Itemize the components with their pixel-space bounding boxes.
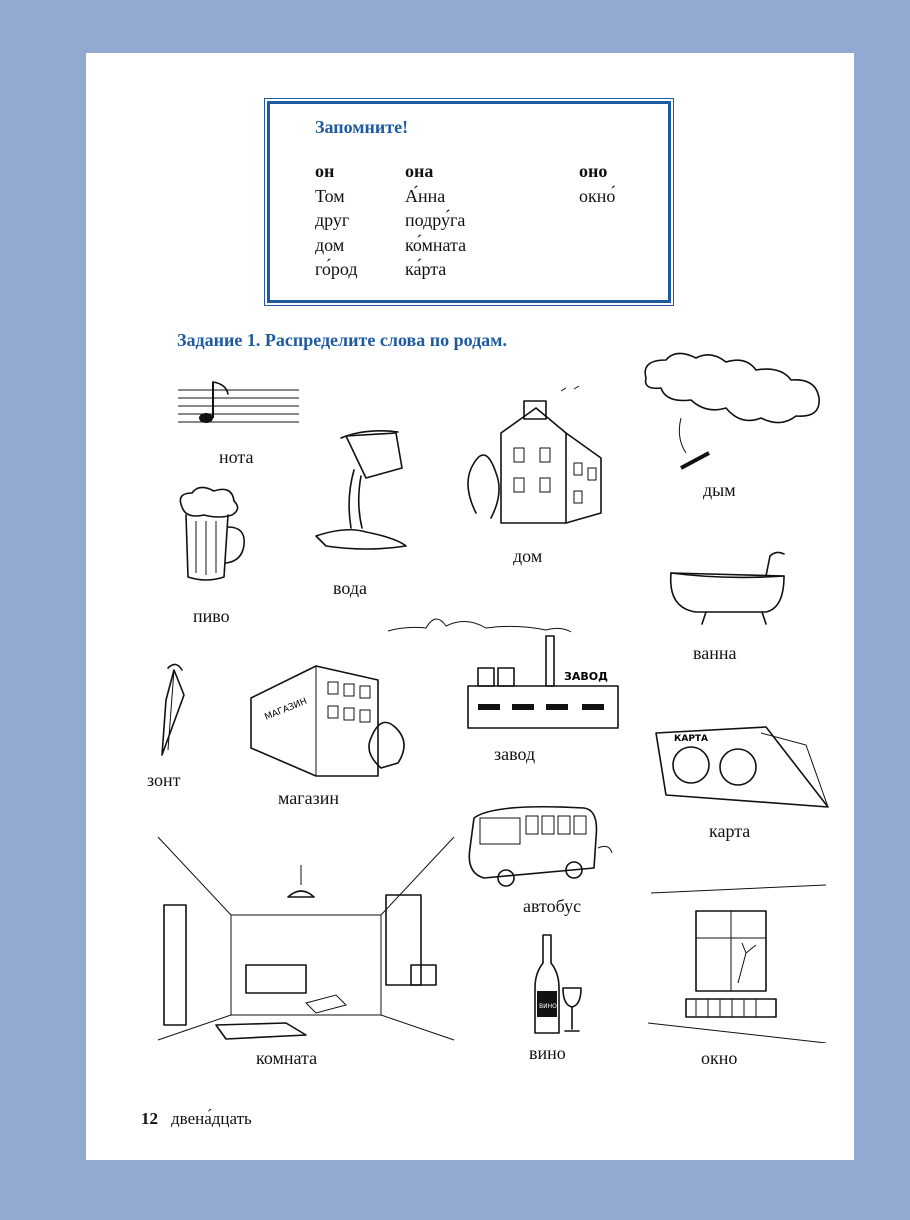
music-note-illustration — [176, 378, 301, 428]
column-word: друг — [315, 210, 350, 230]
bus-illustration — [464, 798, 614, 888]
word-vanna: ванна — [693, 643, 737, 663]
word-dym: дым — [703, 480, 736, 500]
column-header: она — [405, 161, 434, 181]
bottle-label: ВИНО — [539, 1003, 557, 1010]
column-feminine — [405, 159, 466, 282]
page-number-word: двена́дцать — [171, 1109, 252, 1128]
column-word: Том — [315, 185, 345, 206]
factory-sign: ЗАВОД — [564, 670, 608, 683]
column-word: ко́мната — [405, 234, 467, 255]
wine-bottle-illustration — [531, 933, 586, 1038]
column-masculine — [315, 159, 358, 282]
map-sign: КАРТА — [674, 734, 709, 744]
word-karta: карта — [709, 821, 751, 841]
word-magazin: магазин — [278, 788, 340, 808]
column-word: окно́ — [579, 185, 616, 206]
column-word: го́род — [315, 259, 358, 279]
word-okno: окно — [701, 1048, 738, 1068]
column-header: он — [315, 161, 335, 181]
bathtub-illustration — [666, 548, 796, 628]
column-word: дом — [315, 234, 345, 255]
window-illustration — [646, 883, 831, 1043]
remember-box — [267, 101, 671, 303]
map-illustration — [646, 725, 831, 815]
bucket-water-illustration — [306, 428, 411, 553]
word-vino: вино — [529, 1043, 566, 1063]
column-word: А́нна — [405, 185, 446, 206]
shop-sign: МАГАЗИН — [263, 696, 309, 723]
column-word: подру́га — [405, 210, 466, 230]
word-voda: вода — [333, 578, 368, 598]
word-nota: нота — [219, 447, 254, 467]
word-komnata: комната — [256, 1048, 318, 1068]
page-number: 12 — [141, 1109, 158, 1128]
beer-mug-illustration — [174, 485, 249, 585]
word-zont: зонт — [147, 770, 181, 790]
column-word: ка́рта — [405, 259, 447, 279]
umbrella-illustration — [148, 660, 198, 760]
word-dom: дом — [513, 546, 543, 566]
word-avtobus: автобус — [523, 896, 582, 916]
smoke-cigarette-illustration — [631, 348, 831, 473]
house-illustration — [456, 383, 606, 528]
factory-illustration — [386, 606, 631, 736]
word-pivo: пиво — [193, 606, 230, 626]
remember-title: Запомните! — [315, 117, 409, 137]
column-header: оно — [579, 161, 608, 181]
column-neuter — [579, 159, 615, 208]
task-title: Задание 1. Распределите слова по родам. — [177, 330, 507, 350]
word-zavod: завод — [494, 744, 536, 764]
textbook-page — [86, 53, 854, 1160]
shop-building-illustration — [246, 658, 411, 778]
room-interior-illustration — [156, 835, 456, 1045]
